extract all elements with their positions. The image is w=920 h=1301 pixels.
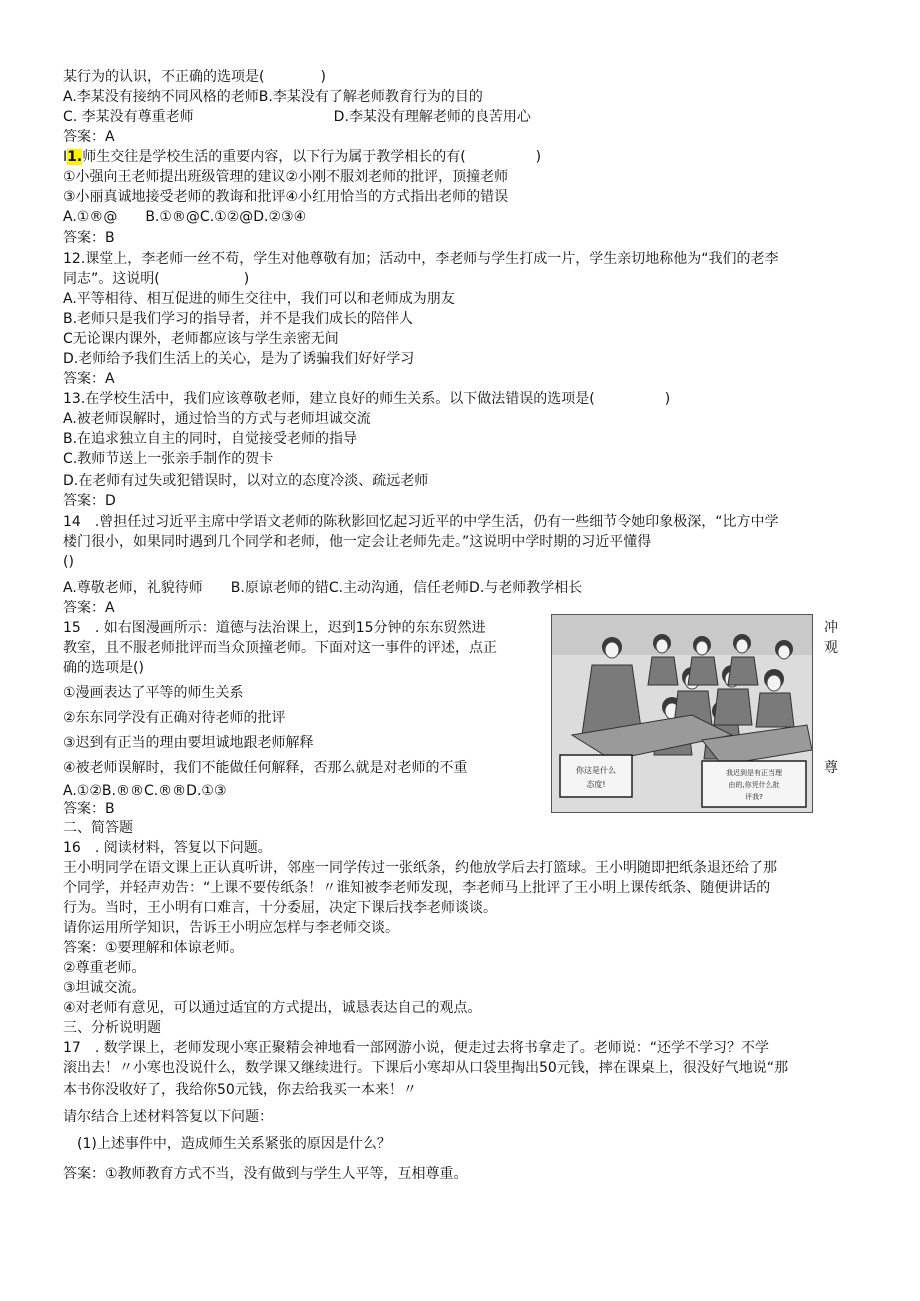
svg-text:评我?: 评我? [745, 793, 763, 801]
option-line: A.被老师误解时，通过恰当的方式与老师坦诚交流 [63, 411, 371, 427]
option-line: B.在追求独立自主的同时，自觉接受老师的指导 [63, 431, 358, 447]
answer-line: 答案：A [63, 371, 115, 387]
question-12: 12.课堂上，李老师一丝不苟，学生对他尊敬有加；活动中，李老师与学生打成一片，学生亲切地称他为“我们的老李 [63, 251, 779, 267]
answer-line: 答案：①要理解和体谅老师。 [63, 940, 244, 956]
text-line: 滚出去！〃小寒也没说什么，数学课又继续进行。下课后小寒却从口袋里掏出50元钱，摔在课桌上，很没好气地说“那 [63, 1060, 789, 1076]
text-line: 行为。当时，王小明有口难言，十分委屈，决定下课后找李老师谈谈。 [63, 900, 497, 916]
svg-text:你这是什么: 你这是什么 [576, 766, 616, 775]
answer-line: ③坦诚交流。 [63, 980, 146, 996]
question-11: I1.师生交往是学校生活的重要内容，以下行为属于教学相长的有( ) [63, 149, 542, 165]
answer-line: ④对老师有意见，可以通过适宜的方式提出，诚恳表达自己的观点。 [63, 1000, 482, 1016]
text-line: 本书你没收好了，我给你50元钱，你去给我买一本来！〃 [63, 1082, 417, 1098]
question-14: 14 .曾担任过习近平主席中学语文老师的陈秋影回忆起习近平的中学生活，仍有一些细节令她印象极深，“比方中学 [63, 514, 779, 530]
sub-question: (1)上述事件中，造成师生关系紧张的原因是什么？ [63, 1136, 391, 1152]
text-line: ③迟到有正当的理由要坦诚地跟老师解释 [63, 735, 314, 751]
svg-text:态度!: 态度! [586, 780, 606, 789]
text-line: 确的选项是() [63, 660, 144, 676]
option-line: A.①®@ B.①®@C.①②@D.②③④ [63, 209, 307, 225]
text-line: ④被老师误解时，我们不能做任何解释，否那么就是对老师的不重 [63, 760, 468, 776]
text-line: 同志”。这说明( ) [63, 271, 250, 287]
text-line: 某行为的认识，不正确的选项是( ) [63, 69, 326, 85]
text-line: 请你运用所学知识，告诉王小明应怎样与李老师交谈。 [63, 920, 399, 936]
text-line: ②东东同学没有正确对待老师的批评 [63, 710, 286, 726]
section-heading: 二、简答题 [63, 820, 133, 836]
text-line: ①漫画表达了平等的师生关系 [63, 685, 244, 701]
option-line: A.平等相待、相互促进的师生交往中，我们可以和老师成为朋友 [63, 291, 455, 307]
question-13: 13.在学校生活中，我们应该尊敬老师，建立良好的师生关系。以下做法错误的选项是( ) [63, 391, 671, 407]
option-line: D.在老师有过失或犯错误时，以对立的态度冷淡、疏远老师 [63, 473, 429, 489]
answer-line: 答案：B [63, 230, 115, 246]
classroom-comic-image [552, 615, 812, 812]
option-line: C.教师节送上一张亲手制作的贺卡 [63, 451, 274, 467]
text-line: ①小强向王老师提出班级管理的建议②小刚不服刘老师的批评，顶撞老师 [63, 169, 509, 185]
option-line: A.李某没有接纳不同风格的老师B.李某没有了解老师教育行为的目的 [63, 89, 483, 105]
option-line: C. 李某没有尊重老师 D.李某没有理解老师的良苦用心 [63, 109, 531, 125]
option-line: A.尊敬老师，礼貌待师 B.原谅老师的错C.主动沟通，信任老师D.与老师教学相长 [63, 580, 583, 596]
answer-line: 答案：B [63, 801, 115, 817]
text-line: ③小丽真诚地接受老师的教诲和批评④小红用恰当的方式指出老师的错误 [63, 189, 509, 205]
answer-line: 答案：A [63, 600, 115, 616]
answer-line: 答案：D [63, 493, 116, 509]
side-char: 观 [824, 640, 838, 656]
option-line: C无论课内课外，老师都应该与学生亲密无间 [63, 331, 339, 347]
side-char: 尊 [824, 760, 838, 776]
text-line: 楼门很小，如果同时遇到几个同学和老师，他一定会让老师先走。”这说明中学时期的习近平懂得 [63, 534, 652, 550]
answer-line: ②尊重老师。 [63, 960, 146, 976]
text-line: 请尔结合上述材料答复以下问题： [63, 1109, 273, 1125]
svg-text:由的,你凭什么批: 由的,你凭什么批 [728, 781, 780, 789]
question-15: 15 . 如右图漫画所示：道德与法治课上，迟到15分钟的东东贸然进 [63, 620, 486, 636]
option-line: D.老师给予我们生活上的关心，是为了诱骗我们好好学习 [63, 351, 415, 367]
question-16: 16 . 阅读材料，答复以下问题。 [63, 840, 272, 856]
answer-line: 答案：A [63, 129, 115, 145]
text-line: 教室，且不服老师批评而当众顶撞老师。下面对这一事件的评述，点正 [63, 640, 497, 656]
option-line: B.老师只是我们学习的指导者，并不是我们成长的陪伴人 [63, 311, 414, 327]
text-line: 王小明同学在语文课上正认真听讲，邻座一同学传过一张纸条，约他放学后去打篮球。王小明随即把纸条退还给了那 [63, 860, 777, 876]
text-line: () [63, 554, 74, 570]
svg-text:我迟到是有正当理: 我迟到是有正当理 [726, 769, 782, 777]
comic-illustration [551, 614, 813, 813]
text-line: 个同学，并轻声劝告：“上课不要传纸条！〃谁知被李老师发现，李老师马上批评了王小明上课传纸条、随便讲话的 [63, 880, 771, 896]
question-17: 17 . 数学课上，老师发现小寒正聚精会神地看一部网游小说，便走过去将书拿走了。老师说：“还学不学习？不学 [63, 1040, 769, 1056]
section-heading: 三、分析说明题 [63, 1020, 161, 1036]
side-char: 冲 [824, 620, 838, 636]
answer-line: 答案：①教师教育方式不当，没有做到与学生人平等，互相尊重。 [63, 1166, 468, 1182]
option-line: A.①②B.®®C.®®D.①③ [63, 783, 227, 799]
